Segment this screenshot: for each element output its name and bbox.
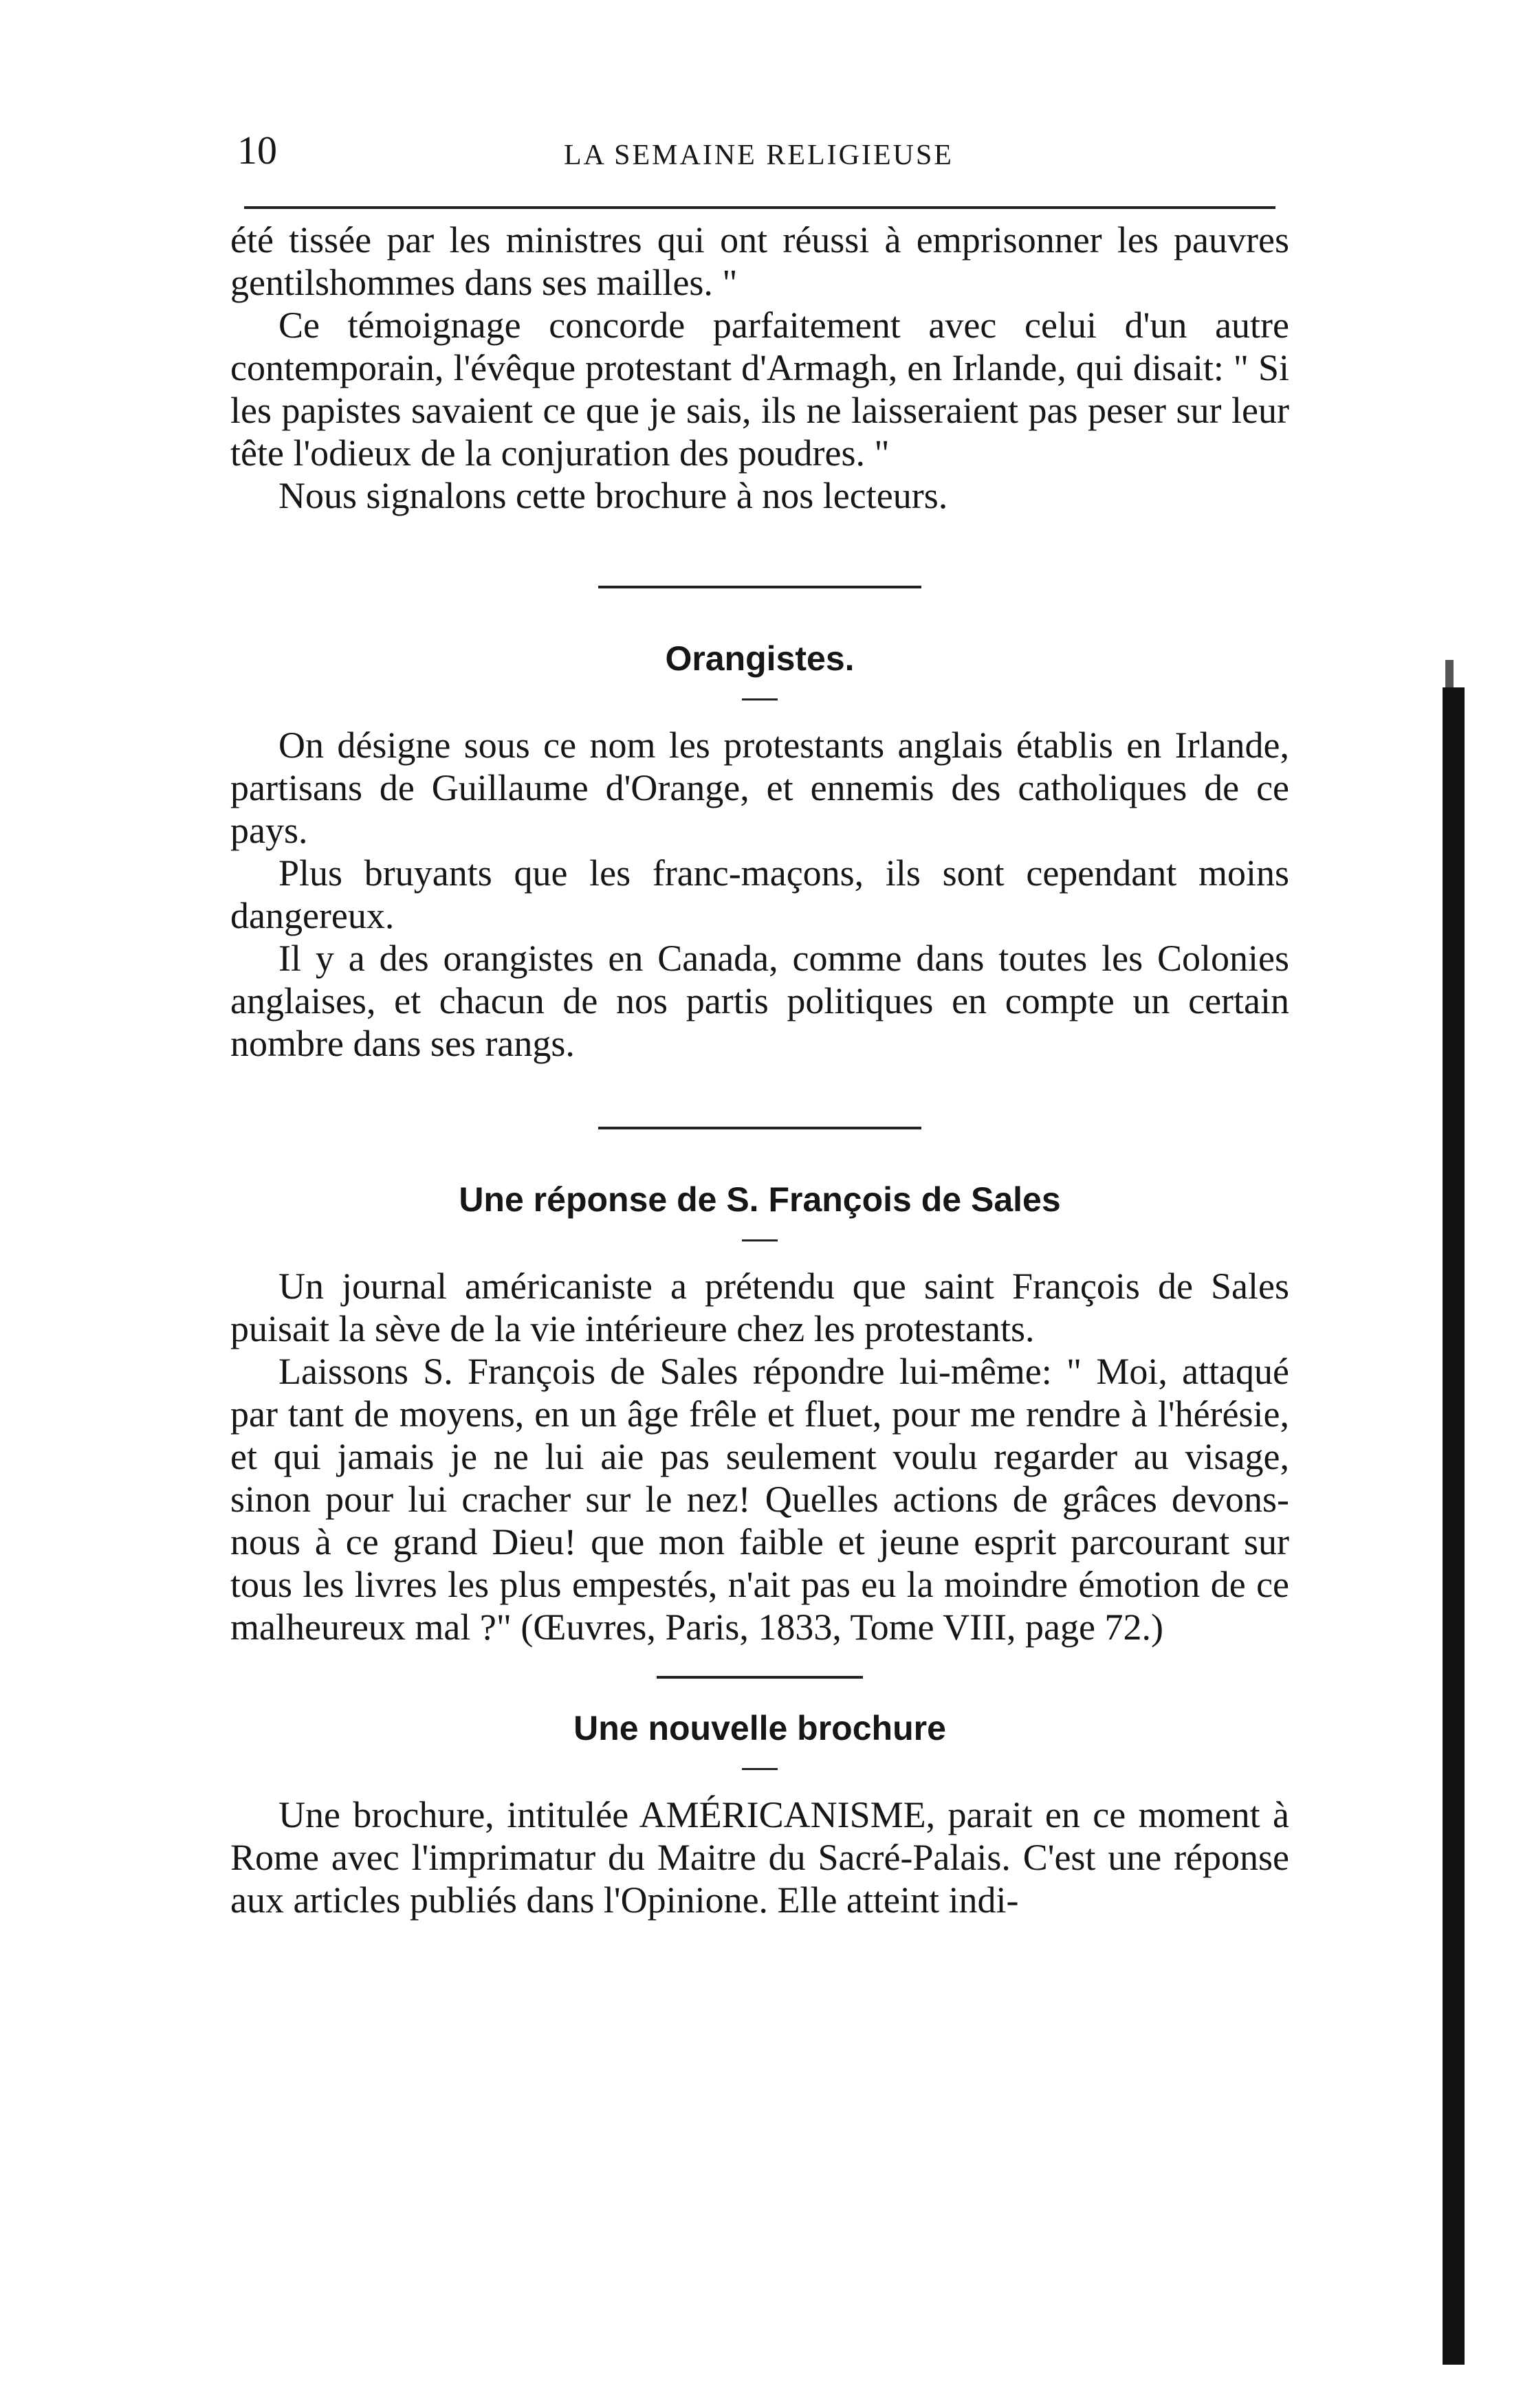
section-divider	[657, 1676, 863, 1679]
orangistes-paragraph: Il y a des orangistes en Canada, comme dans toutes les Colonies anglaises, et chacun de nos partis politiques en compte un certain nombre dans ses rangs.	[230, 938, 1289, 1064]
section-divider	[598, 1127, 921, 1129]
page-number: 10	[237, 128, 277, 173]
running-head: LA SEMAINE RELIGIEUSE	[564, 140, 954, 171]
scan-gutter-bar	[1443, 687, 1465, 2365]
section-title-orangistes: Orangistes.	[665, 639, 855, 678]
title-dash	[742, 1239, 778, 1241]
section-title-brochure: Une nouvelle brochure	[573, 1709, 946, 1747]
section-title-reponse: Une réponse de S. François de Sales	[459, 1180, 1061, 1219]
header-rule	[244, 206, 1275, 209]
text-column	[230, 219, 1289, 1921]
reponse-paragraph: Laissons S. François de Sales répondre lui-même: " Moi, attaqué par tant de moyens, en un âge frêle et fluet, pour me rendre à l'hérésie, et qui jamais je ne lui aie pas seulement voulu regarder au visage, sinon pour lui cracher sur le nez! Quelles actions de grâces devons-nous à ce grand Dieu! que mon faible et jeune esprit parcourant sur tous les livres les plus empestés, n'ait pas eu la moindre émotion de ce malheureux mal ?" (Œuvres, Paris, 1833, Tome VIII, page 72.)	[230, 1351, 1289, 1648]
orangistes-paragraph: On désigne sous ce nom les protestants anglais établis en Irlande, partisans de Guillaume d'Orange, et ennemis des catholiques de ce pays.	[230, 725, 1289, 851]
continuation-paragraph: Nous signalons cette brochure à nos lecteurs.	[278, 475, 948, 516]
title-dash	[742, 698, 778, 700]
section-divider	[598, 586, 921, 588]
orangistes-paragraph: Plus bruyants que les franc-maçons, ils sont cependant moins dangereux.	[230, 852, 1289, 936]
continuation-paragraph: Ce témoignage concorde parfaitement avec celui d'un autre contemporain, l'évêque protestant d'Armagh, en Irlande, qui disait: " Si les papistes savaient ce que je sais, ils ne laisseraient pas peser sur leur tête l'odieux de la conjuration des poudres. "	[230, 305, 1289, 474]
reponse-paragraph: Un journal américaniste a prétendu que saint François de Sales puisait la sève de la vie intérieure chez les protestants.	[230, 1266, 1289, 1349]
continuation-paragraph: été tissée par les ministres qui ont réussi à emprisonner les pauvres gentilshommes dans ses mailles. "	[230, 219, 1289, 303]
brochure-paragraph: Une brochure, intitulée AMÉRICANISME, parait en ce moment à Rome avec l'imprimatur du Maitre du Sacré-Palais. C'est une réponse aux articles publiés dans l'Opinione. Elle atteint indi-	[230, 1794, 1289, 1921]
title-dash	[742, 1768, 778, 1770]
